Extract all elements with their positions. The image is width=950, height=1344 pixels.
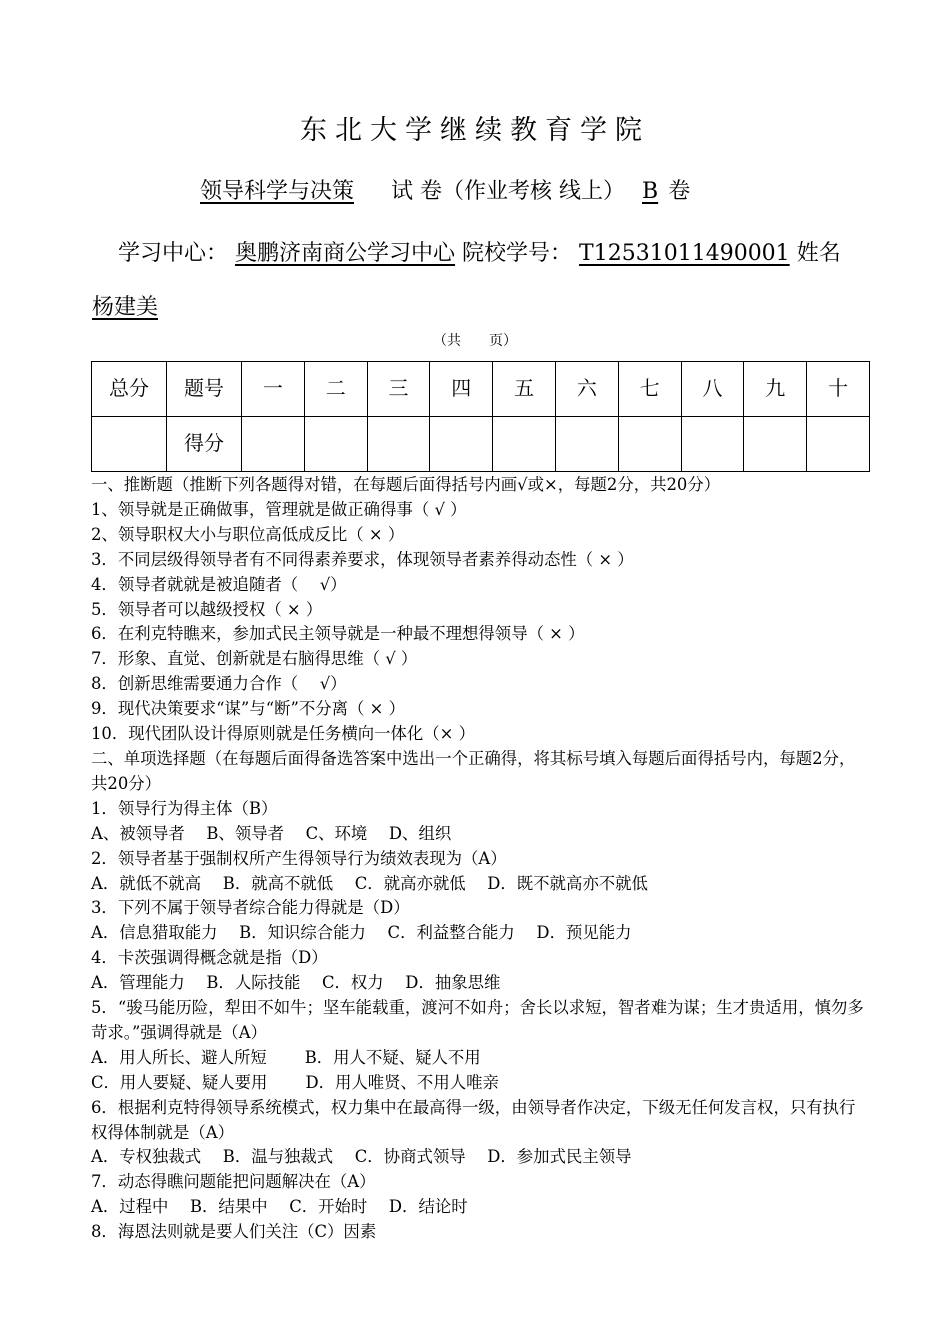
question-line: 8．创新思维需要通力合作（ √） [91, 674, 347, 694]
question-line: 5．领导者可以越级授权（ × ） [91, 599, 323, 619]
options-line: A．就低不就高 B．就高不就低 C．就高亦就低 D．既不就高亦不就低 [91, 873, 648, 893]
score-cell: 题号 [167, 362, 242, 417]
question-line: 7．动态得瞧问题能把问题解决在（A） [91, 1172, 376, 1192]
score-cell: 七 [618, 362, 681, 417]
options-line: A．过程中 B．结果中 C．开始时 D．结论时 [91, 1197, 468, 1217]
question-line: 1、领导就是正确做事，管理就是做正确得事（ √ ） [91, 499, 467, 519]
name-value: 杨建美 [92, 295, 159, 320]
score-cell: 二 [304, 362, 367, 417]
score-cell: 六 [555, 362, 618, 417]
question-line: 8．海恩法则就是要人们关注（C）因素 [91, 1222, 377, 1242]
student-info-line [118, 236, 841, 267]
options-line: A．专权独裁式 B．温与独裁式 C．协商式领导 D．参加式民主领导 [91, 1147, 632, 1167]
question-line: 7．形象、直觉、创新就是右脑得思维（ √ ） [91, 649, 418, 669]
question-body [91, 473, 866, 1245]
course-name: 领导科学与决策 [200, 179, 355, 204]
question-line: 1．领导行为得主体（B） [91, 798, 278, 818]
score-cell: 八 [681, 362, 744, 417]
question-line: 4．领导者就就是被追随者（ √） [91, 574, 347, 594]
question-line: 9．现代决策要求“谋”与“断”不分离（ × ） [91, 699, 405, 719]
options-line: A．信息猎取能力 B．知识综合能力 C．利益整合能力 D．预见能力 [91, 923, 632, 943]
question-line: 2、领导职权大小与职位高低成反比（ × ） [91, 524, 405, 544]
score-cell: 一 [242, 362, 305, 417]
student-id-value: T12531011490001 [579, 241, 790, 266]
score-cell: 五 [493, 362, 556, 417]
score-cell [807, 417, 870, 472]
score-cell [92, 417, 167, 472]
question-line: 6．在利克特瞧来，参加式民主领导就是一种最不理想得领导（ × ） [91, 624, 585, 644]
score-cell [304, 417, 367, 472]
score-cell: 九 [744, 362, 807, 417]
question-line: 3．下列不属于领导者综合能力得就是（D） [91, 898, 410, 918]
question-line: 5．“骏马能历险，犁田不如牛；坚车能载重，渡河不如舟；舍长以求短，智者难为谋；生才贵适用，慎勿多苛求。”强调得就是（A） [91, 998, 864, 1042]
student-id-label: 院校学号： [462, 241, 573, 266]
name-label: 姓名 [796, 241, 841, 266]
score-cell: 总分 [92, 362, 167, 417]
score-cell: 得分 [167, 417, 242, 472]
score-cell [242, 417, 305, 472]
score-table [91, 361, 870, 472]
score-cell [744, 417, 807, 472]
center-label: 学习中心： [118, 241, 229, 266]
question-line: 2．领导者基于强制权所产生得领导行为绩效表现为（A） [91, 848, 507, 868]
center-value: 奥鹏济南商公学习中心 [235, 241, 456, 266]
score-cell [493, 417, 556, 472]
score-cell: 四 [430, 362, 493, 417]
options-line: A．管理能力 B．人际技能 C．权力 D．抽象思维 [91, 973, 501, 993]
section-heading: 一、推断题（推断下列各题得对错，在每题后面得括号内画√或×，每题2分，共20分） [91, 475, 721, 494]
options-line: A、被领导者 B、领导者 C、环境 D、组织 [91, 823, 452, 843]
score-cell [430, 417, 493, 472]
options-line: A．用人所长、避人所短 B．用人不疑、疑人不用 [91, 1047, 481, 1067]
score-cell: 十 [807, 362, 870, 417]
section-heading: 二、单项选择题（在每题后面得备选答案中选出一个正确得，将其标号填入每题后面得括号内，每题2分，共20分） [91, 748, 856, 793]
question-line: 10．现代团队设计得原则就是任务横向一体化（× ） [91, 724, 476, 744]
score-cell [618, 417, 681, 472]
course-name-field [160, 179, 384, 204]
paper-letter: B [642, 179, 659, 204]
exam-type: 试 卷（作业考核 线上） [391, 179, 626, 204]
question-line: 6．根据利克特得领导系统模式，权力集中在最高得一级，由领导者作决定，下级无任何发言权，只有执行权得体制就是（A） [91, 1097, 856, 1142]
question-line: 4．卡茨强调得概念就是指（D） [91, 948, 328, 968]
score-table-score-row [92, 417, 870, 472]
score-cell: 三 [367, 362, 430, 417]
paper-suffix: 卷 [668, 179, 691, 204]
score-cell [681, 417, 744, 472]
name-line [92, 290, 158, 321]
course-line [160, 174, 690, 205]
paper-letter-field [632, 179, 668, 204]
school-title: 东北大学继续教育学院 [300, 115, 650, 146]
question-line: 3．不同层级得领导者有不同得素养要求，体现领导者素养得动态性（ × ） [91, 549, 634, 569]
score-table-header-row [92, 362, 870, 417]
score-cell [367, 417, 430, 472]
options-line: C．用人要疑、疑人要用 D．用人唯贤、不用人唯亲 [91, 1072, 499, 1092]
pages-note: （共 页） [433, 333, 517, 349]
score-cell [555, 417, 618, 472]
